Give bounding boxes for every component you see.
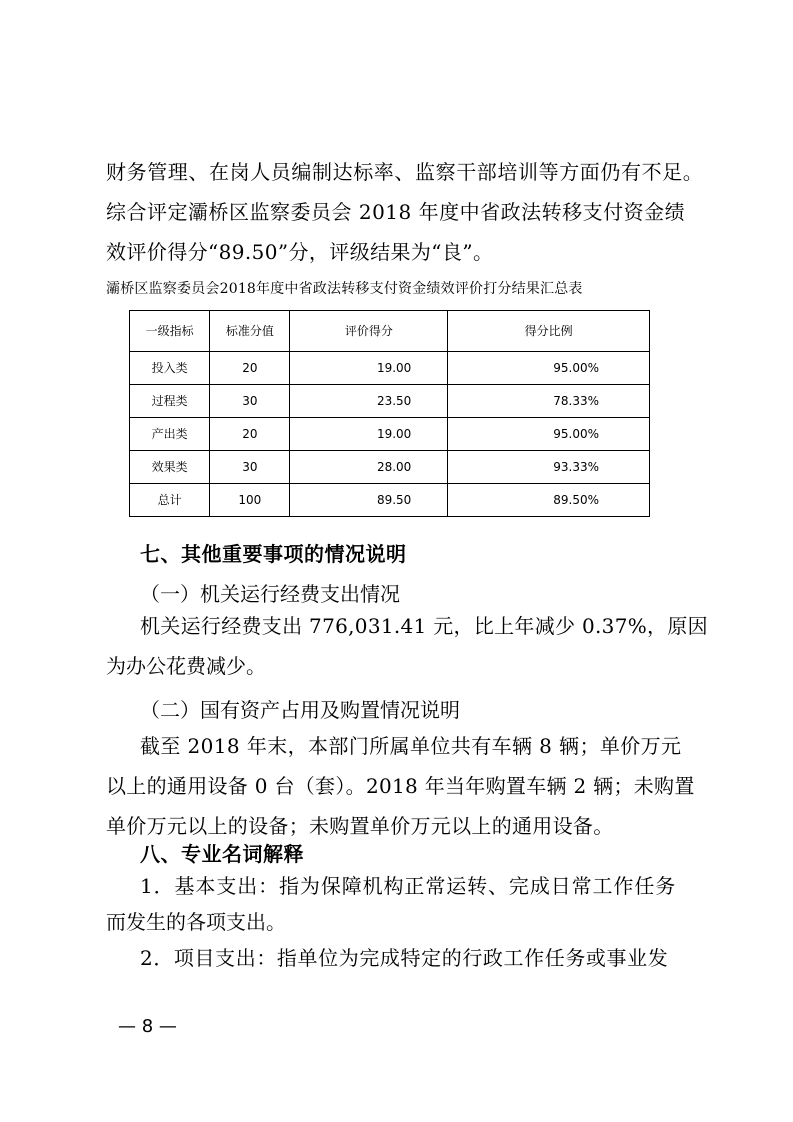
table-row (130, 385, 650, 418)
table-cell: 19.00 (290, 418, 448, 451)
table-cell: 89.50% (448, 484, 650, 517)
table-cell: 95.00% (448, 352, 650, 385)
table-cell: 产出类 (130, 418, 210, 451)
paragraph-line: 为办公花费减少。 (106, 654, 266, 678)
subsection-heading: （二）国有资产占用及购置情况说明 (140, 698, 460, 722)
table-caption: 灞桥区监察委员会2018年度中省政法转移支付资金绩效评价打分结果汇总表 (106, 281, 583, 297)
paragraph-line: 2．项目支出：指单位为完成特定的行政工作任务或事业发 (140, 946, 669, 970)
table-cell: 30 (210, 385, 290, 418)
table-cell: 78.33% (448, 385, 650, 418)
table-cell: 95.00% (448, 418, 650, 451)
table-header-row (130, 311, 650, 352)
paragraph-line: 截至 2018 年末，本部门所属单位共有车辆 8 辆；单价万元 (140, 734, 682, 758)
column-header: 一级指标 (130, 311, 210, 352)
column-header: 标准分值 (210, 311, 290, 352)
table-cell: 30 (210, 451, 290, 484)
paragraph-line: 单价万元以上的设备；未购置单价万元以上的通用设备。 (106, 814, 614, 838)
section-heading: 八、专业名词解释 (140, 842, 304, 866)
table-row (130, 451, 650, 484)
paragraph-line: 效评价得分“89.50”分，评级结果为“良”。 (106, 240, 494, 264)
table-cell: 20 (210, 418, 290, 451)
page-number: — 8 — (118, 1016, 177, 1037)
score-table (129, 310, 650, 517)
paragraph-line: 而发生的各项支出。 (106, 910, 286, 934)
table-cell: 23.50 (290, 385, 448, 418)
paragraph-line: 以上的通用设备 0 台（套）。2018 年当年购置车辆 2 辆；未购置 (106, 774, 695, 798)
table-row (130, 418, 650, 451)
table-cell: 过程类 (130, 385, 210, 418)
table-cell: 100 (210, 484, 290, 517)
subsection-heading: （一）机关运行经费支出情况 (140, 582, 400, 606)
table-cell: 19.00 (290, 352, 448, 385)
table-cell: 总计 (130, 484, 210, 517)
table-cell: 效果类 (130, 451, 210, 484)
table-cell: 93.33% (448, 451, 650, 484)
table-cell: 28.00 (290, 451, 448, 484)
column-header: 评价得分 (290, 311, 448, 352)
paragraph-line: 财务管理、在岗人员编制达标率、监察干部培训等方面仍有不足。 (106, 160, 704, 184)
section-heading: 七、其他重要事项的情况说明 (140, 542, 407, 566)
paragraph-line: 机关运行经费支出 776,031.41 元，比上年减少 0.37%，原因 (140, 614, 708, 638)
table-total-row (130, 484, 650, 517)
table-cell: 20 (210, 352, 290, 385)
column-header: 得分比例 (448, 311, 650, 352)
paragraph-line: 综合评定灞桥区监察委员会 2018 年度中省政法转移支付资金绩 (106, 200, 686, 224)
paragraph-line: 1．基本支出：指为保障机构正常运转、完成日常工作任务 (140, 874, 677, 898)
table-row (130, 352, 650, 385)
table-cell: 投入类 (130, 352, 210, 385)
table-cell: 89.50 (290, 484, 448, 517)
